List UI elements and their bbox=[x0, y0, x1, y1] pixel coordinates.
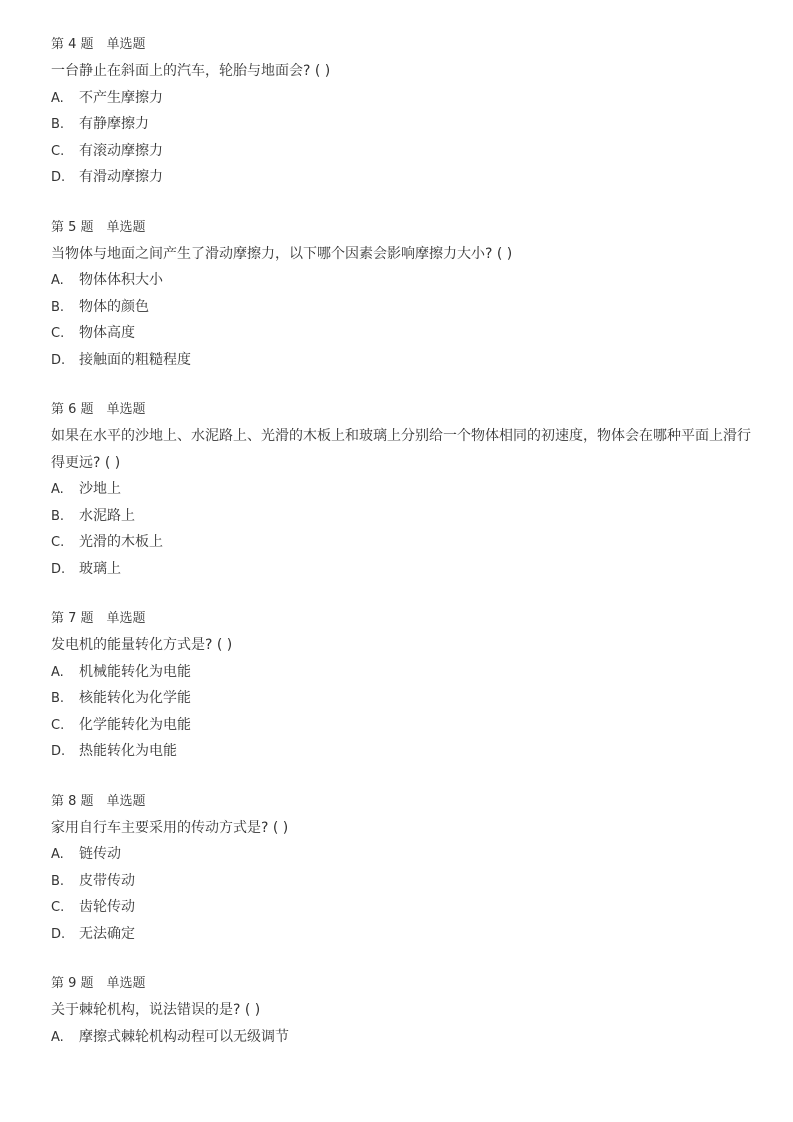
question-stem: 如果在水平的沙地上、水泥路上、光滑的木板上和玻璃上分别给一个物体相同的初速度，物体会在哪种平面上滑行得更远? ( ) bbox=[51, 428, 751, 471]
question-type: 单选题 bbox=[106, 611, 146, 626]
option-c bbox=[51, 894, 751, 921]
option-a bbox=[51, 85, 751, 112]
question-number: 第 6 题 bbox=[51, 402, 94, 417]
option-text: 水泥路上 bbox=[79, 507, 135, 524]
question-stem: 当物体与地面之间产生了滑动摩擦力，以下哪个因素会影响摩擦力大小? ( ) bbox=[51, 245, 513, 262]
option-text: 机械能转化为电能 bbox=[79, 663, 191, 680]
option-d bbox=[51, 556, 751, 583]
option-letter: A. bbox=[51, 664, 64, 680]
question-number: 第 4 题 bbox=[51, 37, 94, 52]
option-c bbox=[51, 138, 751, 165]
question-4 bbox=[51, 36, 751, 191]
option-d bbox=[51, 738, 751, 765]
question-type: 单选题 bbox=[106, 219, 146, 235]
option-text: 物体高度 bbox=[79, 325, 135, 341]
option-letter: B. bbox=[51, 508, 65, 524]
option-letter: D. bbox=[51, 561, 66, 577]
option-letter: B. bbox=[51, 691, 65, 706]
option-letter: A. bbox=[51, 847, 64, 862]
question-header bbox=[51, 793, 751, 811]
question-stem: 关于棘轮机构，说法错误的是? ( ) bbox=[51, 1002, 261, 1018]
option-letter: A. bbox=[51, 1029, 64, 1045]
question-number: 第 5 题 bbox=[51, 219, 94, 235]
option-text: 热能转化为电能 bbox=[79, 743, 177, 759]
option-text: 无法确定 bbox=[79, 925, 135, 942]
option-letter: D. bbox=[51, 744, 66, 759]
option-text: 核能转化为化学能 bbox=[79, 690, 191, 706]
question-header bbox=[51, 975, 751, 993]
option-text: 接触面的粗糙程度 bbox=[79, 351, 191, 368]
option-b bbox=[51, 868, 751, 895]
question-5 bbox=[51, 219, 751, 374]
option-letter: A. bbox=[51, 273, 64, 288]
option-d bbox=[51, 347, 751, 374]
option-letter: C. bbox=[51, 900, 65, 915]
option-text: 有静摩擦力 bbox=[79, 116, 149, 132]
option-letter: D. bbox=[51, 926, 66, 942]
option-a bbox=[51, 267, 751, 294]
question-6 bbox=[51, 401, 751, 582]
question-header bbox=[51, 219, 751, 237]
option-letter: C. bbox=[51, 143, 65, 159]
option-b bbox=[51, 111, 751, 138]
option-text: 光滑的木板上 bbox=[79, 534, 163, 550]
question-9 bbox=[51, 975, 751, 1050]
question-type: 单选题 bbox=[106, 976, 146, 991]
option-text: 不产生摩擦力 bbox=[79, 89, 163, 106]
option-letter: C. bbox=[51, 717, 65, 733]
option-text: 有滚动摩擦力 bbox=[79, 142, 163, 159]
option-letter: B. bbox=[51, 117, 65, 132]
spacer bbox=[51, 947, 751, 975]
option-letter: B. bbox=[51, 299, 65, 315]
option-b bbox=[51, 294, 751, 321]
option-letter: D. bbox=[51, 170, 66, 185]
option-text: 化学能转化为电能 bbox=[79, 716, 191, 733]
question-stem: 家用自行车主要采用的传动方式是? ( ) bbox=[51, 819, 289, 836]
question-type: 单选题 bbox=[106, 37, 146, 52]
option-letter: A. bbox=[51, 482, 64, 497]
spacer bbox=[51, 191, 751, 219]
question-header bbox=[51, 401, 751, 419]
option-b bbox=[51, 685, 751, 712]
question-stem: 发电机的能量转化方式是? ( ) bbox=[51, 637, 233, 653]
question-type: 单选题 bbox=[106, 793, 146, 809]
option-a bbox=[51, 659, 751, 686]
option-text: 摩擦式棘轮机构动程可以无级调节 bbox=[79, 1028, 289, 1045]
option-c bbox=[51, 712, 751, 739]
option-letter: C. bbox=[51, 326, 65, 341]
question-number: 第 8 题 bbox=[51, 793, 94, 809]
option-letter: B. bbox=[51, 873, 65, 889]
spacer bbox=[51, 765, 751, 793]
option-text: 链传动 bbox=[79, 846, 121, 862]
question-type: 单选题 bbox=[106, 402, 146, 417]
question-number: 第 7 题 bbox=[51, 611, 94, 626]
option-text: 齿轮传动 bbox=[79, 899, 135, 915]
question-number: 第 9 题 bbox=[51, 976, 94, 991]
option-a bbox=[51, 1024, 751, 1051]
option-letter: D. bbox=[51, 352, 66, 368]
question-header bbox=[51, 610, 751, 628]
option-d bbox=[51, 164, 751, 191]
option-c bbox=[51, 529, 751, 556]
question-stem: 一台静止在斜面上的汽车，轮胎与地面会? ( ) bbox=[51, 63, 331, 79]
option-letter: C. bbox=[51, 535, 65, 550]
option-letter: A. bbox=[51, 90, 64, 106]
option-text: 物体体积大小 bbox=[79, 272, 163, 288]
option-b bbox=[51, 503, 751, 530]
spacer bbox=[51, 582, 751, 610]
option-d bbox=[51, 921, 751, 948]
question-8 bbox=[51, 793, 751, 948]
option-text: 沙地上 bbox=[79, 481, 121, 497]
option-text: 皮带传动 bbox=[79, 872, 135, 889]
spacer bbox=[51, 373, 751, 401]
option-text: 物体的颜色 bbox=[79, 298, 149, 315]
question-7 bbox=[51, 610, 751, 765]
option-c bbox=[51, 320, 751, 347]
option-text: 有滑动摩擦力 bbox=[79, 169, 163, 185]
option-a bbox=[51, 841, 751, 868]
option-a bbox=[51, 476, 751, 503]
question-list bbox=[51, 36, 751, 1050]
question-header bbox=[51, 36, 751, 54]
option-text: 玻璃上 bbox=[79, 560, 121, 577]
